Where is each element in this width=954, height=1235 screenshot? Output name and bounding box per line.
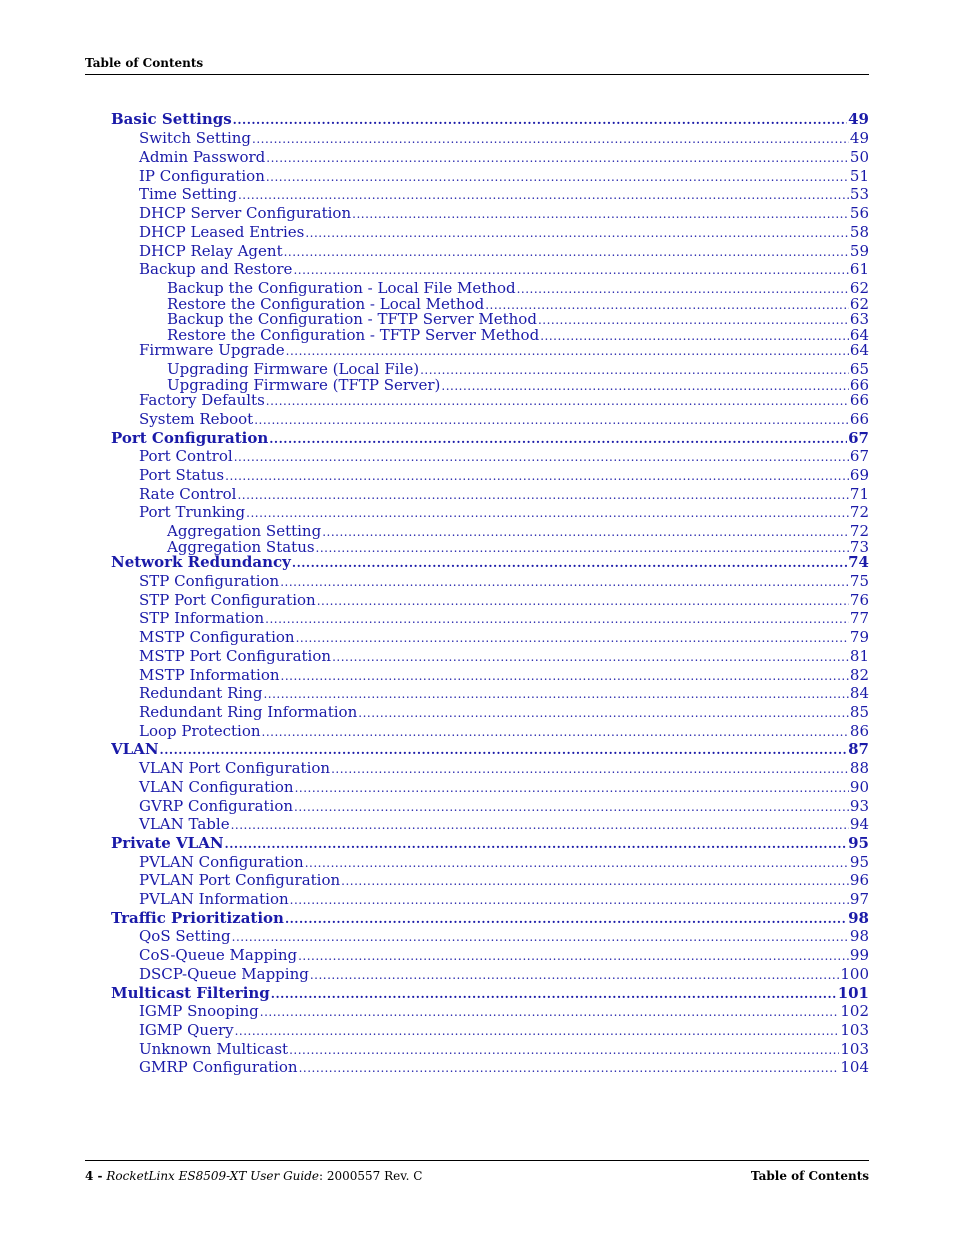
toc-entry-title: Traffic Prioritization: [111, 909, 284, 927]
toc-dot-leader: [305, 224, 849, 241]
toc-dot-leader: [231, 816, 849, 833]
toc-dot-leader: [285, 910, 847, 927]
toc-page-number: 73: [849, 538, 869, 556]
toc-section-entry: [111, 797, 869, 815]
toc-entry-title: Port Trunking: [139, 503, 246, 521]
toc-link[interactable]: [139, 647, 869, 665]
toc-dot-leader: [254, 411, 849, 428]
toc-link[interactable]: [139, 965, 869, 983]
toc-link[interactable]: [139, 447, 869, 465]
toc-section-entry: [111, 722, 869, 740]
toc-section-entry: [111, 703, 869, 721]
toc-section-entry: [111, 871, 869, 889]
toc-chapter-entry: [111, 909, 869, 927]
toc-link[interactable]: [139, 778, 869, 796]
toc-dot-leader: [310, 966, 840, 983]
footer-section-title: Table of Contents: [750, 1169, 869, 1183]
toc-chapter-entry: [111, 553, 869, 571]
toc-section-entry: [111, 572, 869, 590]
toc-entry-title: MSTP Port Configuration: [139, 647, 332, 665]
toc-page-number: 69: [849, 466, 869, 484]
header-divider: [85, 74, 869, 75]
toc-link[interactable]: [111, 740, 869, 758]
toc-section-entry: [111, 391, 869, 409]
toc-entry-title: Port Configuration: [111, 429, 269, 447]
toc-dot-leader: [358, 704, 849, 721]
toc-section-entry: [111, 609, 869, 627]
toc-entry-title: Port Control: [139, 447, 233, 465]
toc-page-number: 94: [849, 815, 869, 833]
toc-entry-title: DSCP-Queue Mapping: [139, 965, 309, 983]
toc-link[interactable]: [139, 185, 869, 203]
toc-page-number: 93: [849, 797, 869, 815]
toc-page-number: 101: [837, 984, 869, 1002]
toc-link[interactable]: [139, 703, 869, 721]
toc-entry-title: PVLAN Information: [139, 890, 289, 908]
toc-dot-leader: [281, 667, 849, 684]
toc-dot-leader: [238, 186, 849, 203]
toc-section-entry: [111, 853, 869, 871]
toc-entry-title: QoS Setting: [139, 927, 231, 945]
toc-dot-leader: [234, 448, 849, 465]
footer-doc-number: : 2000557 Rev. C: [319, 1169, 423, 1183]
toc-page-number: 67: [848, 429, 869, 447]
toc-link[interactable]: [139, 572, 869, 590]
toc-dot-leader: [317, 592, 849, 609]
toc-dot-leader: [271, 985, 837, 1002]
toc-link[interactable]: [139, 797, 869, 815]
toc-entry-title: Switch Setting: [139, 129, 252, 147]
toc-entry-title: Backup and Restore: [139, 260, 293, 278]
toc-chapter-entry: [111, 984, 869, 1002]
toc-section-entry: [111, 684, 869, 702]
toc-entry-title: Multicast Filtering: [111, 984, 270, 1002]
toc-link[interactable]: [139, 1058, 869, 1076]
toc-dot-leader: [331, 760, 849, 777]
toc-link[interactable]: [139, 466, 869, 484]
toc-link[interactable]: [139, 391, 869, 409]
toc-link[interactable]: [139, 1021, 869, 1039]
toc-dot-leader: [160, 741, 848, 758]
toc-entry-title: GVRP Configuration: [139, 797, 294, 815]
toc-page-number: 87: [848, 740, 869, 758]
toc-entry-title: IP Configuration: [139, 167, 265, 185]
toc-page-number: 65: [849, 360, 869, 378]
toc-entry-title: Admin Password: [139, 148, 266, 166]
toc-link[interactable]: [139, 591, 869, 609]
toc-entry-title: Rate Control: [139, 485, 237, 503]
toc-entry-title: MSTP Configuration: [139, 628, 295, 646]
toc-link[interactable]: [139, 204, 869, 222]
toc-section-entry: [111, 647, 869, 665]
toc-entry-title: Time Setting: [139, 185, 237, 203]
toc-entry-title: Basic Settings: [111, 110, 232, 128]
toc-page-number: 82: [849, 666, 869, 684]
toc-link[interactable]: [139, 815, 869, 833]
toc-dot-leader: [265, 610, 849, 627]
toc-dot-leader: [352, 205, 849, 222]
toc-page-number: 62: [849, 295, 869, 313]
toc-section-entry: [111, 260, 869, 278]
toc-dot-leader: [252, 130, 849, 147]
toc-page-number: 97: [849, 890, 869, 908]
toc-section-entry: [111, 1021, 869, 1039]
toc-entry-title: Private VLAN: [111, 834, 224, 852]
toc-entry-title: Redundant Ring: [139, 684, 263, 702]
toc-link[interactable]: [139, 1040, 869, 1058]
toc-page-number: 58: [849, 223, 869, 241]
toc-entry-title: Backup the Configuration - TFTP Server Method: [167, 310, 537, 328]
toc-page-number: 95: [848, 834, 869, 852]
toc-page-number: 102: [840, 1002, 869, 1020]
toc-page-number: 59: [849, 242, 869, 260]
toc-dot-leader: [284, 243, 849, 260]
toc-link[interactable]: [139, 759, 869, 777]
footer-guide-title: RocketLinx ES8509-XT User Guide: [106, 1169, 320, 1183]
toc-dot-leader: [235, 1022, 840, 1039]
toc-page-number: 67: [849, 447, 869, 465]
toc-entry-title: Backup the Configuration - Local File Method: [167, 279, 516, 297]
toc-dot-leader: [296, 629, 849, 646]
toc-dot-leader: [263, 685, 848, 702]
toc-section-entry: [111, 778, 869, 796]
toc-section-entry: [111, 129, 869, 147]
toc-entry-title: IGMP Query: [139, 1021, 234, 1039]
toc-dot-leader: [293, 261, 848, 278]
toc-link[interactable]: [139, 341, 869, 359]
toc-chapter-entry: [111, 740, 869, 758]
toc-dot-leader: [332, 648, 849, 665]
toc-link[interactable]: [111, 110, 869, 128]
toc-link[interactable]: [139, 722, 869, 740]
toc-entry-title: IGMP Snooping: [139, 1002, 259, 1020]
toc-page-number: 90: [849, 778, 869, 796]
toc-page-number: 81: [849, 647, 869, 665]
toc-dot-leader: [260, 1003, 840, 1020]
toc-dot-leader: [290, 891, 849, 908]
toc-link[interactable]: [139, 503, 869, 521]
toc-page-number: 85: [849, 703, 869, 721]
toc-page-number: 75: [849, 572, 869, 590]
toc-link[interactable]: [139, 148, 869, 166]
toc-section-entry: [111, 503, 869, 521]
toc-section-entry: [111, 666, 869, 684]
toc-section-entry: [111, 1058, 869, 1076]
toc-page-number: 64: [849, 341, 869, 359]
toc-dot-leader: [299, 1059, 840, 1076]
toc-dot-leader: [237, 486, 848, 503]
toc-page-number: 98: [849, 927, 869, 945]
footer-citation: [85, 1169, 422, 1183]
toc-page-number: 71: [849, 485, 869, 503]
toc-link[interactable]: [111, 909, 869, 927]
toc-entry-title: Restore the Configuration - TFTP Server Method: [167, 326, 540, 344]
toc-link[interactable]: [139, 410, 869, 428]
toc-page-number: 77: [849, 609, 869, 627]
toc-section-entry: [111, 466, 869, 484]
toc-section-entry: [111, 341, 869, 359]
toc-page-number: 74: [848, 553, 869, 571]
toc-link[interactable]: [139, 628, 869, 646]
toc-dot-leader: [225, 835, 848, 852]
toc-page-number: 100: [840, 965, 869, 983]
footer-divider: [85, 1160, 869, 1161]
toc-section-entry: [111, 815, 869, 833]
toc-section-entry: [111, 447, 869, 465]
toc-dot-leader: [246, 504, 849, 521]
toc-link[interactable]: [139, 129, 869, 147]
toc-section-entry: [111, 242, 869, 260]
toc-page-number: 61: [849, 260, 869, 278]
toc-entry-title: STP Information: [139, 609, 265, 627]
toc-dot-leader: [232, 928, 849, 945]
toc-dot-leader: [286, 342, 849, 359]
toc-page-number: 86: [849, 722, 869, 740]
toc-dot-leader: [341, 872, 849, 889]
toc-entry-title: Upgrading Firmware (TFTP Server): [167, 376, 441, 394]
toc-section-entry: [111, 204, 869, 222]
toc-page-number: 104: [840, 1058, 869, 1076]
toc-entry-title: VLAN Port Configuration: [139, 759, 331, 777]
toc-section-entry: [111, 223, 869, 241]
toc-section-entry: [111, 485, 869, 503]
toc-dot-leader: [294, 798, 849, 815]
toc-section-entry: [111, 1002, 869, 1020]
toc-section-entry: [111, 167, 869, 185]
toc-section-entry: [111, 628, 869, 646]
toc-entry-title: Firmware Upgrade: [139, 341, 285, 359]
toc-page-number: 95: [849, 853, 869, 871]
toc-entry-title: VLAN: [111, 740, 159, 758]
toc-entry-title: Port Status: [139, 466, 225, 484]
toc-dot-leader: [262, 723, 849, 740]
toc-entry-title: PVLAN Configuration: [139, 853, 304, 871]
toc-link[interactable]: [139, 890, 869, 908]
toc-entry-title: Loop Protection: [139, 722, 261, 740]
toc-page-number: 76: [849, 591, 869, 609]
toc-page-number: 103: [840, 1040, 869, 1058]
toc-dot-leader: [289, 1041, 839, 1058]
toc-page-number: 50: [849, 148, 869, 166]
toc-chapter-entry: [111, 429, 869, 447]
page-header-title: Table of Contents: [85, 56, 204, 70]
toc-dot-leader: [305, 854, 849, 871]
toc-entry-title: Network Redundancy: [111, 553, 291, 571]
toc-link[interactable]: [139, 223, 869, 241]
toc-dot-leader: [298, 947, 849, 964]
toc-link[interactable]: [111, 429, 869, 447]
toc-page-number: 53: [849, 185, 869, 203]
toc-entry-title: Upgrading Firmware (Local File): [167, 360, 420, 378]
toc-section-entry: [111, 591, 869, 609]
toc-page-number: 98: [848, 909, 869, 927]
toc-entry-title: DHCP Relay Agent: [139, 242, 283, 260]
toc-page-number: 66: [849, 376, 869, 394]
toc-entry-title: System Reboot: [139, 410, 254, 428]
toc-entry-title: Aggregation Setting: [167, 522, 322, 540]
toc-entry-title: MSTP Information: [139, 666, 280, 684]
toc-link[interactable]: [111, 553, 869, 571]
toc-entry-title: Redundant Ring Information: [139, 703, 358, 721]
toc-page-number: 84: [849, 684, 869, 702]
toc-link[interactable]: [139, 853, 869, 871]
toc-link[interactable]: [139, 946, 869, 964]
toc-dot-leader: [269, 430, 847, 447]
toc-section-entry: [111, 185, 869, 203]
toc-entry-title: Aggregation Status: [167, 538, 315, 556]
toc-page-number: 96: [849, 871, 869, 889]
toc-entry-title: DHCP Server Configuration: [139, 204, 352, 222]
toc-page-number: 88: [849, 759, 869, 777]
toc-dot-leader: [266, 168, 849, 185]
toc-entry-title: VLAN Configuration: [139, 778, 294, 796]
toc-page-number: 49: [849, 129, 869, 147]
toc-link[interactable]: [139, 485, 869, 503]
toc-page-number: 64: [849, 326, 869, 344]
toc-section-entry: [111, 946, 869, 964]
toc-entry-title: Restore the Configuration - Local Method: [167, 295, 485, 313]
toc-dot-leader: [266, 392, 849, 409]
toc-entry-title: GMRP Configuration: [139, 1058, 298, 1076]
toc-link[interactable]: [139, 684, 869, 702]
toc-section-entry: [111, 148, 869, 166]
toc-page-number: 79: [849, 628, 869, 646]
toc-link[interactable]: [111, 834, 869, 852]
toc-chapter-entry: [111, 834, 869, 852]
toc-entry-title: PVLAN Port Configuration: [139, 871, 341, 889]
toc-page-number: 49: [848, 110, 869, 128]
toc-page-number: 72: [849, 503, 869, 521]
toc-page-number: 66: [849, 410, 869, 428]
toc-section-entry: [111, 927, 869, 945]
toc-dot-leader: [295, 779, 849, 796]
toc-entry-title: Unknown Multicast: [139, 1040, 289, 1058]
toc-dot-leader: [280, 573, 849, 590]
toc-entry-title: STP Port Configuration: [139, 591, 316, 609]
toc-link[interactable]: [139, 242, 869, 260]
toc-page-number: 56: [849, 204, 869, 222]
toc-page-number: 51: [849, 167, 869, 185]
toc-entry-title: VLAN Table: [139, 815, 230, 833]
toc-link[interactable]: [139, 260, 869, 278]
toc-section-entry: [111, 965, 869, 983]
toc-chapter-entry: [111, 110, 869, 128]
toc-section-entry: [111, 759, 869, 777]
toc-link[interactable]: [139, 927, 869, 945]
toc-page-number: 63: [849, 310, 869, 328]
toc-entry-title: DHCP Leased Entries: [139, 223, 305, 241]
toc-link[interactable]: [139, 871, 869, 889]
toc-page-number: 62: [849, 279, 869, 297]
footer-page-number: 4 -: [85, 1169, 103, 1183]
toc-link[interactable]: [111, 984, 869, 1002]
toc-link[interactable]: [139, 1002, 869, 1020]
toc-section-entry: [111, 890, 869, 908]
toc-dot-leader: [292, 554, 847, 571]
toc-dot-leader: [266, 149, 849, 166]
toc-section-entry: [111, 1040, 869, 1058]
toc-page-number: 72: [849, 522, 869, 540]
toc-section-entry: [111, 410, 869, 428]
toc-page-number: 103: [840, 1021, 869, 1039]
toc-entry-title: Factory Defaults: [139, 391, 265, 409]
toc-entry-title: STP Configuration: [139, 572, 280, 590]
toc-dot-leader: [233, 111, 847, 128]
toc-page-number: 99: [849, 946, 869, 964]
toc-link[interactable]: [139, 609, 869, 627]
toc-page-number: 66: [849, 391, 869, 409]
toc-link[interactable]: [139, 167, 869, 185]
toc-dot-leader: [225, 467, 849, 484]
toc-entry-title: CoS-Queue Mapping: [139, 946, 298, 964]
toc-link[interactable]: [139, 666, 869, 684]
